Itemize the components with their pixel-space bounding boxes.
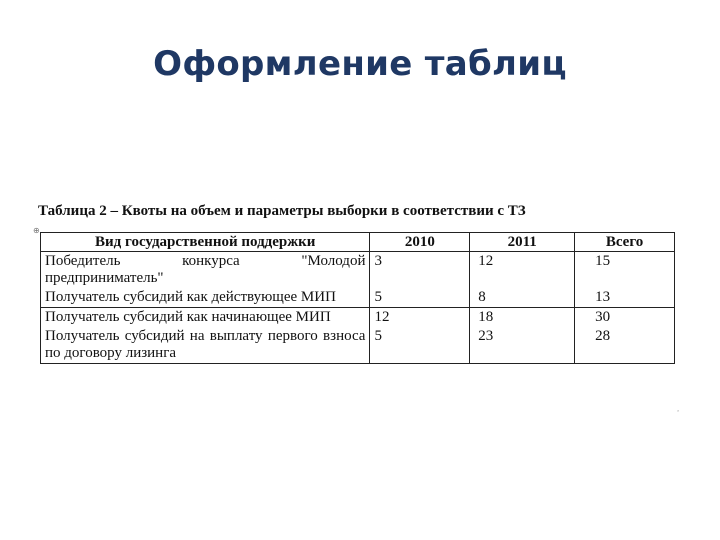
row-value-total: 13 bbox=[575, 288, 675, 308]
table-edge-mark: ¸ bbox=[677, 405, 680, 412]
table-row bbox=[41, 288, 675, 308]
row-support-type: Получатель субсидий на выплату первого взноса по договору лизинга bbox=[41, 327, 370, 364]
table-anchor-icon: ⊕ bbox=[33, 226, 40, 235]
row-value-total: 28 bbox=[575, 327, 675, 364]
row-value-2010: 5 bbox=[370, 288, 470, 308]
quota-table bbox=[40, 232, 675, 364]
table-row bbox=[41, 327, 675, 364]
row-value-2011: 18 bbox=[470, 308, 575, 328]
slide-title: Оформление таблиц bbox=[153, 44, 567, 84]
table-caption: Таблица 2 – Квоты на объем и параметры выборки в соответствии с ТЗ bbox=[38, 203, 526, 219]
header-2010: 2010 bbox=[370, 233, 470, 252]
row-value-total: 15 bbox=[575, 252, 675, 289]
row-value-total: 30 bbox=[575, 308, 675, 328]
row-value-2010: 3 bbox=[370, 252, 470, 289]
row-value-2011: 23 bbox=[470, 327, 575, 364]
row-support-type: Получатель субсидий как начинающее МИП bbox=[41, 308, 370, 328]
header-2011: 2011 bbox=[470, 233, 575, 252]
table-header-row bbox=[41, 233, 675, 252]
table-row bbox=[41, 308, 675, 328]
header-support-type: Вид государственной поддержки bbox=[41, 233, 370, 252]
header-total: Всего bbox=[575, 233, 675, 252]
row-value-2010: 12 bbox=[370, 308, 470, 328]
row-value-2011: 8 bbox=[470, 288, 575, 308]
row-value-2011: 12 bbox=[470, 252, 575, 289]
row-value-2010: 5 bbox=[370, 327, 470, 364]
row-support-type: Получатель субсидий как действующее МИП bbox=[41, 288, 370, 308]
row-support-type: Победитель конкурса "Молодой предприниматель" bbox=[41, 252, 370, 289]
table-row bbox=[41, 252, 675, 289]
